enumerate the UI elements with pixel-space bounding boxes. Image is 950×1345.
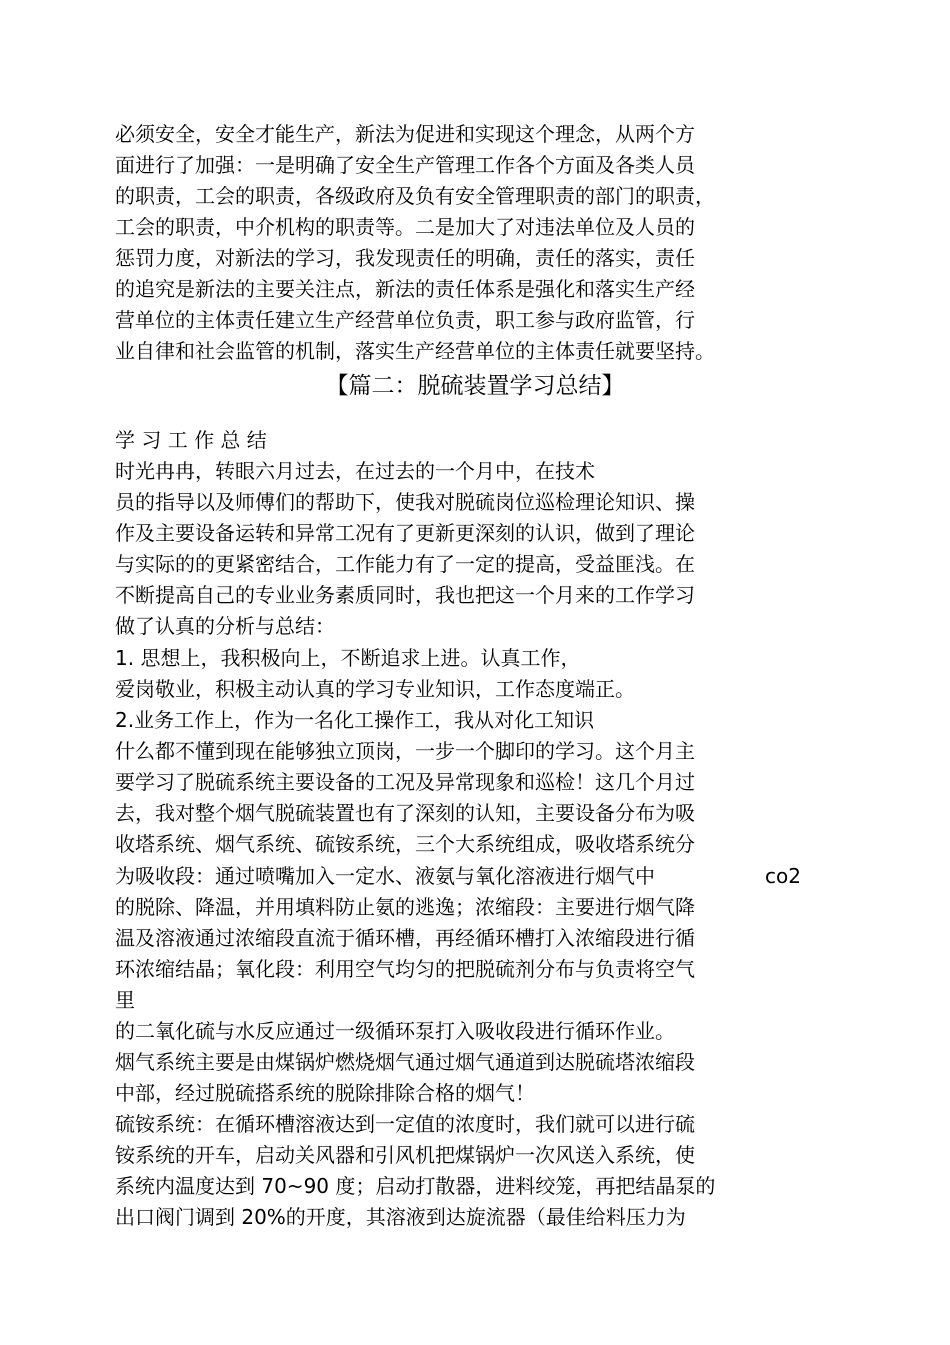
text-line: 爱岗敬业，积极主动认真的学习专业知识，工作态度端正。 [115,677,635,701]
text-line: 为吸收段：通过喷嘴加入一定水、液氨与氧化溶液进行烟气中 [115,864,655,888]
text-line: 系统内温度达到 70~90 度；启动打散器，进料绞笼，再把结晶泵的 [115,1174,716,1198]
text-line: 营单位的主体责任建立生产经营单位负责，职工参与政府监管，行 [115,308,695,332]
co2-label: co2 [765,864,801,888]
text-line: 出口阀门调到 20%的开度，其溶液到达旋流器（最佳给料压力为 [115,1205,686,1229]
text-line: 必须安全，安全才能生产，新法为促进和实现这个理念，从两个方 [115,122,695,146]
text-line: 面进行了加强：一是明确了安全生产管理工作各个方面及各类人员 [115,153,695,177]
text-line: 学 习 工 作 总 结 [115,428,267,452]
text-line: 时光冉冉，转眼六月过去，在过去的一个月中，在技术 [115,459,595,483]
section-title: 【篇二：脱硫装置学习总结】 [325,373,625,399]
text-line: 温及溶液通过浓缩段直流于循环槽，再经循环槽打入浓缩段进行循 [115,926,695,950]
text-line: 硫铵系统：在循环槽溶液达到一定值的浓度时，我们就可以进行硫 [115,1112,695,1136]
text-line: 去，我对整个烟气脱硫装置也有了深刻的认知，主要设备分布为吸 [115,801,695,825]
text-line: 与实际的的更紧密结合，工作能力有了一定的提高，受益匪浅。在 [115,552,695,576]
text-line: 要学习了脱硫系统主要设备的工况及异常现象和巡检！这几个月过 [115,770,695,794]
text-line: 惩罚力度，对新法的学习，我发现责任的明确，责任的落实，责任 [115,246,695,270]
text-line: 铵系统的开车，启动关风器和引风机把煤锅炉一次风送入系统，使 [115,1143,695,1167]
text-line: 烟气系统主要是由煤锅炉燃烧烟气通过烟气通道到达脱硫塔浓缩段 [115,1050,695,1074]
text-line: 工会的职责，中介机构的职责等。二是加大了对违法单位及人员的 [115,215,695,239]
text-line: 不断提高自己的专业业务素质同时，我也把这一个月来的工作学习 [115,583,695,607]
text-line: 环浓缩结晶；氧化段：利用空气均匀的把脱硫剂分布与负责将空气 [115,957,695,981]
text-line: 的职责，工会的职责，各级政府及负有安全管理职责的部门的职责， [115,184,715,208]
text-line: 业自律和社会监管的机制，落实生产经营单位的主体责任就要坚持。 [115,339,715,363]
text-line: 里 [115,988,135,1012]
text-line: 1. 思想上，我积极向上，不断追求上进。认真工作， [115,646,581,670]
text-line: 的脱除、降温，并用填料防止氨的逃逸；浓缩段：主要进行烟气降 [115,895,695,919]
text-line: 2.业务工作上，作为一名化工操作工，我从对化工知识 [115,708,595,732]
text-line: 员的指导以及师傅们的帮助下，使我对脱硫岗位巡检理论知识、操 [115,490,695,514]
text-line: 的二氧化硫与水反应通过一级循环泵打入吸收段进行循环作业。 [115,1019,675,1043]
text-line: 什么都不懂到现在能够独立顶岗，一步一个脚印的学习。这个月主 [115,739,695,763]
text-line: 中部，经过脱硫搭系统的脱除排除合格的烟气！ [115,1081,535,1105]
text-line: 作及主要设备运转和异常工况有了更新更深刻的认识，做到了理论 [115,521,695,545]
text-line: 做了认真的分析与总结： [115,614,335,638]
text-line: 的追究是新法的主要关注点，新法的责任体系是强化和落实生产经 [115,277,695,301]
text-line: 收塔系统、烟气系统、硫铵系统，三个大系统组成，吸收塔系统分 [115,832,695,856]
